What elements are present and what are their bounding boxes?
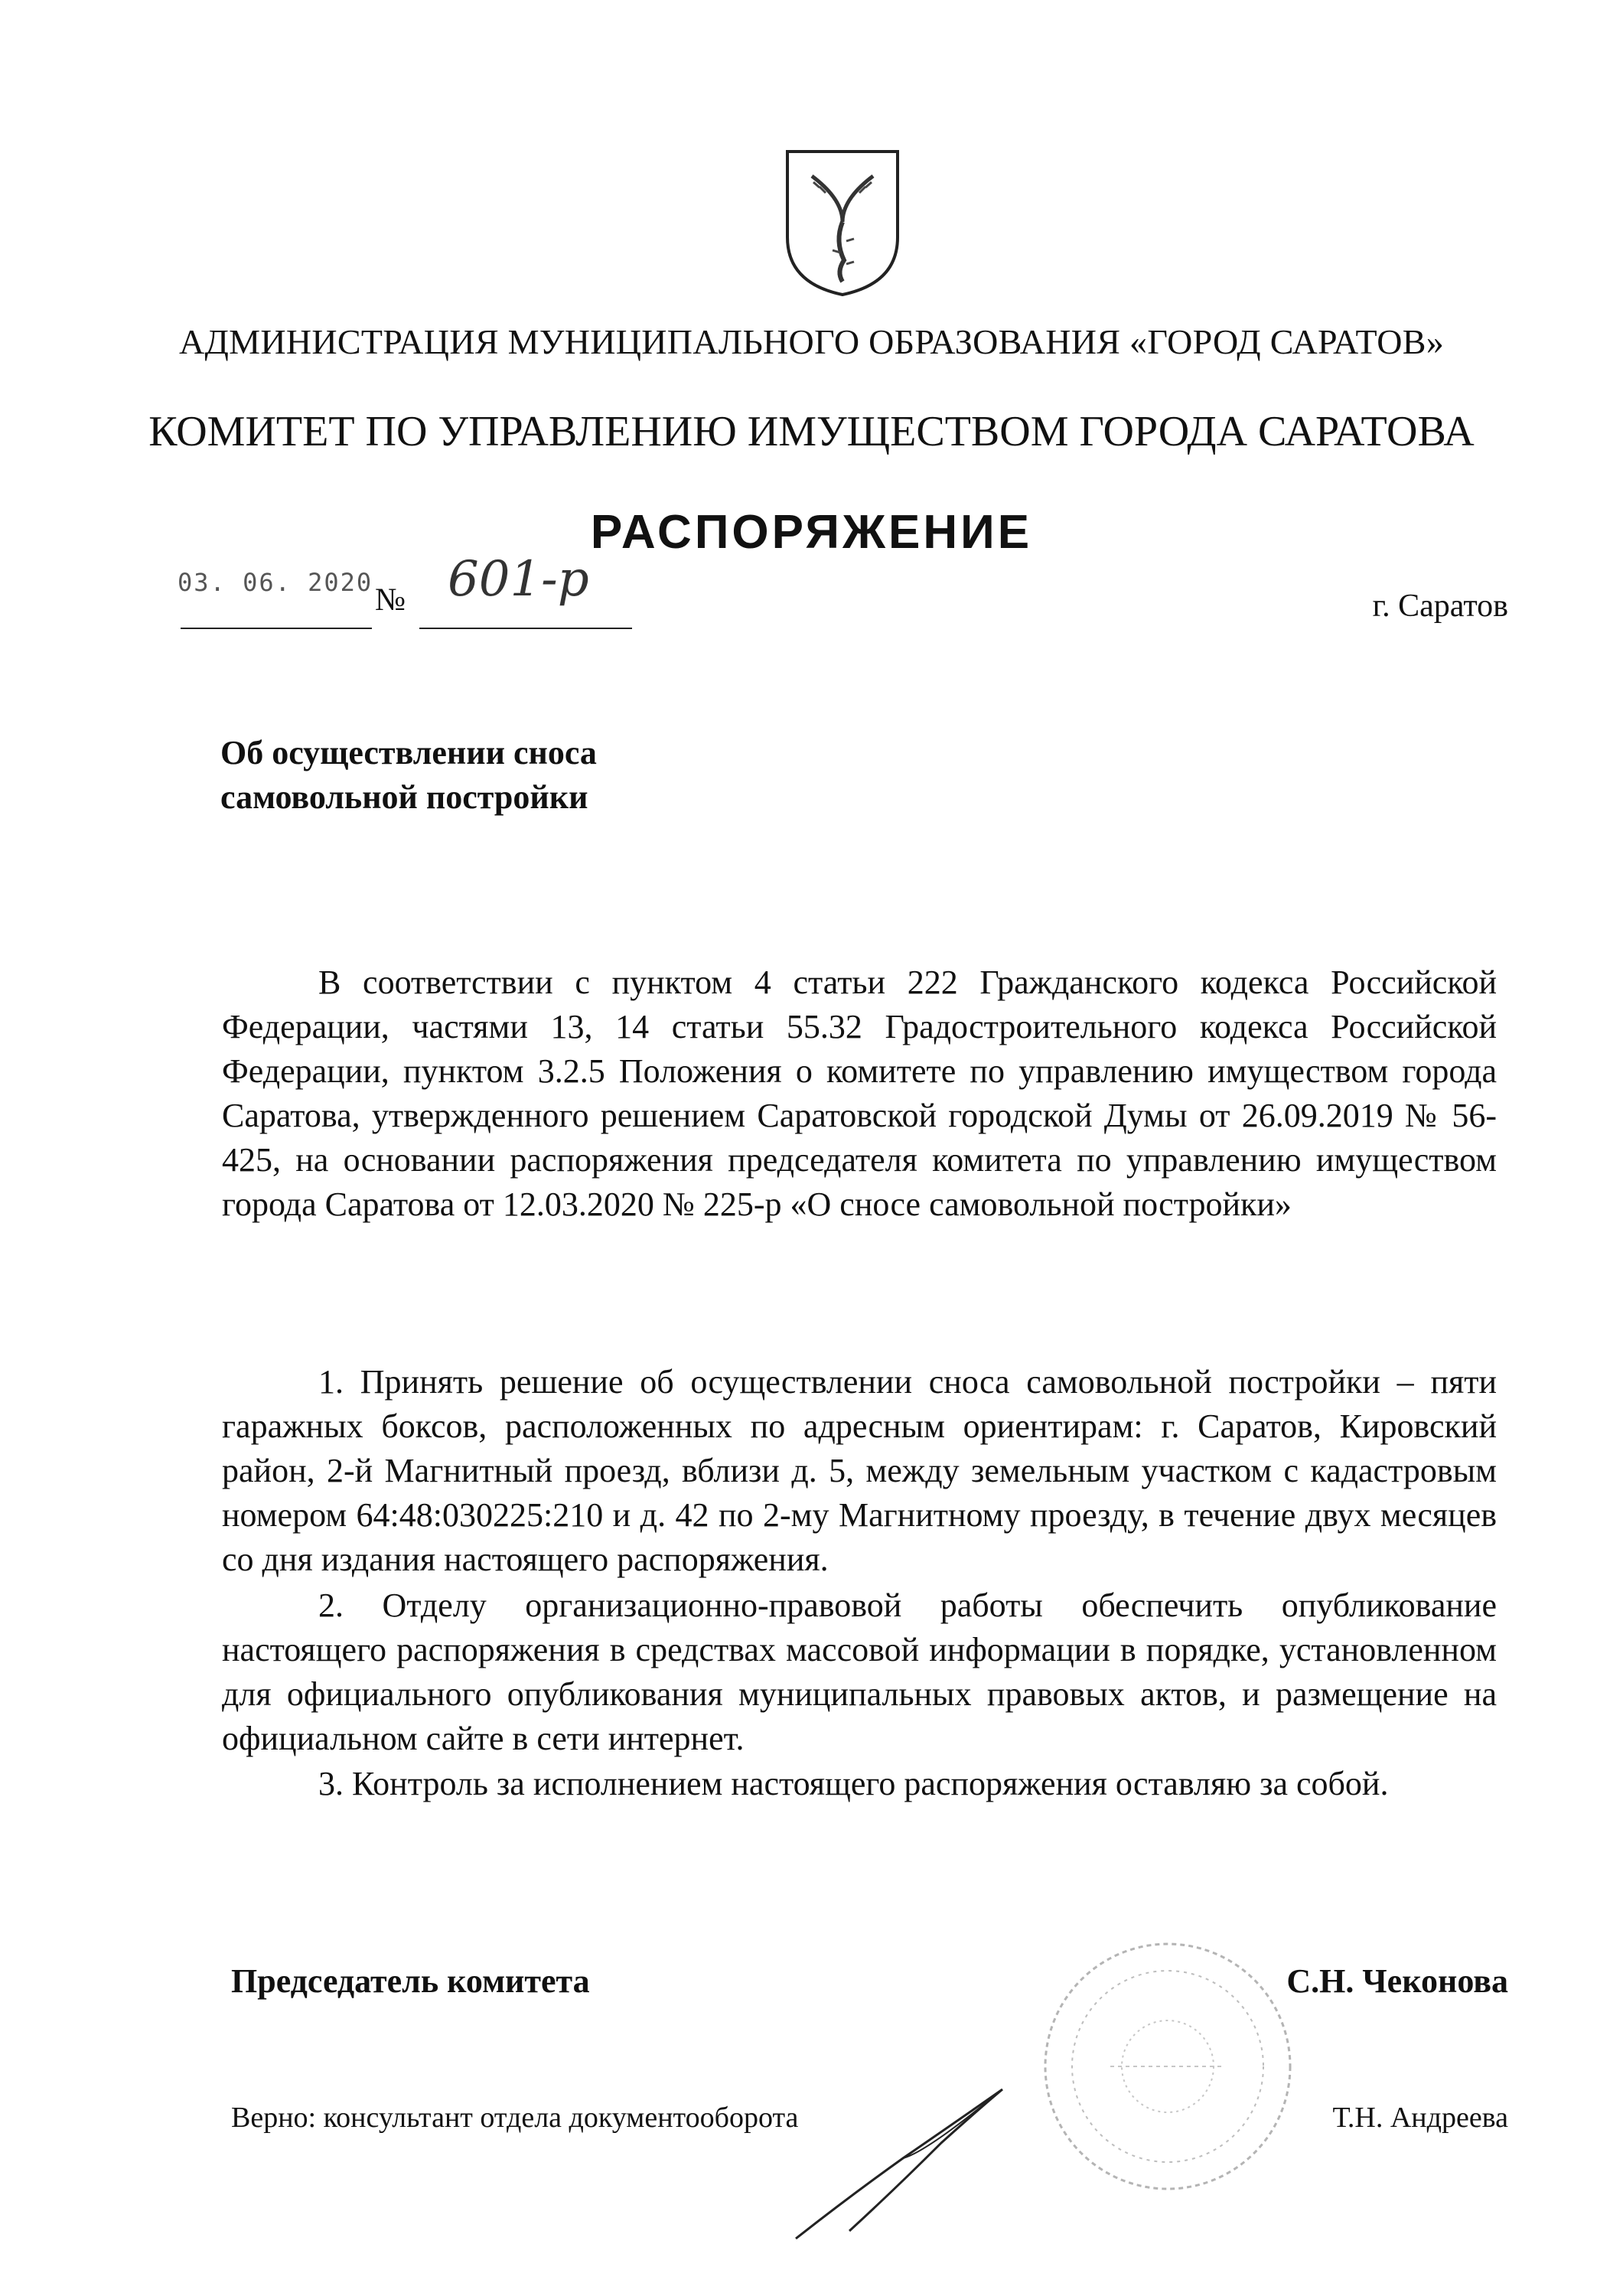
item-2-paragraph: 2. Отделу организационно-правовой работы обеспечить опубликование настоящего распоряжения в средствах массовой информации в порядке, установленном для официального опубликования муниципальных правовых актов, и размещение на официальном сайте в сети интернет. <box>222 1587 1497 1757</box>
document-subject <box>220 731 597 820</box>
committee-name: КОМИТЕТ ПО УПРАВЛЕНИЮ ИМУЩЕСТВОМ ГОРОДА САРАТОВА <box>148 408 1475 455</box>
document-type-title: РАСПОРЯЖЕНИЕ <box>590 506 1033 559</box>
verification-label: Верно: консультант отдела документооборота <box>231 2102 799 2134</box>
verifier-name: Т.Н. Андреева <box>1332 2102 1508 2134</box>
number-sign: № <box>375 582 406 618</box>
date-underline <box>181 628 372 629</box>
handwritten-signature-icon <box>788 2066 1010 2250</box>
item-3-paragraph: 3. Контроль за исполнением настоящего распоряжения оставляю за собой. <box>318 1765 1389 1802</box>
city-label: г. Саратов <box>1372 589 1508 624</box>
number-underline <box>419 628 632 629</box>
saratov-coat-of-arms-icon <box>781 145 904 298</box>
item-1-paragraph: 1. Принять решение об осуществлении сноса самовольной постройки – пяти гаражных боксов, расположенных по адресным ориентирам: г. Саратов, Кировский район, 2-й Магнитный проезд, вблизи д. 5, между земельным участком с кадастровым номером 64:48:030225:210 и д. 42 по 2-му Магнитному проезду, в течение двух месяцев со дня издания настоящего распоряжения. <box>222 1363 1497 1578</box>
document-date: 03. 06. 2020 <box>178 568 373 597</box>
official-stamp-icon <box>1038 1936 1298 2197</box>
subject-line-1: Об осуществлении сноса <box>220 734 597 771</box>
document-number: 601-р <box>448 551 589 608</box>
organization-name: АДМИНИСТРАЦИЯ МУНИЦИПАЛЬНОГО ОБРАЗОВАНИЯ «ГОРОД САРАТОВ» <box>178 322 1445 361</box>
signatory-role: Председатель комитета <box>231 1962 590 2000</box>
subject-line-2: самовольной постройки <box>220 778 588 816</box>
signatory-name: С.Н. Чеконова <box>1286 1962 1508 2000</box>
preamble-paragraph: В соответствии с пунктом 4 статьи 222 Гражданского кодекса Российской Федерации, частями 13, 14 статьи 55.32 Градостроительного кодекса Российской Федерации, пунктом 3.2.5 Положения о комитете по управлению имуществом города Саратова, утвержденного решением Саратовской городской Думы от 26.09.2019 № 56-425, на основании распоряжения председателя комитета по управлению имуществом города Саратова от 12.03.2020 № 225-р «О сносе самовольной постройки» <box>222 964 1497 1223</box>
